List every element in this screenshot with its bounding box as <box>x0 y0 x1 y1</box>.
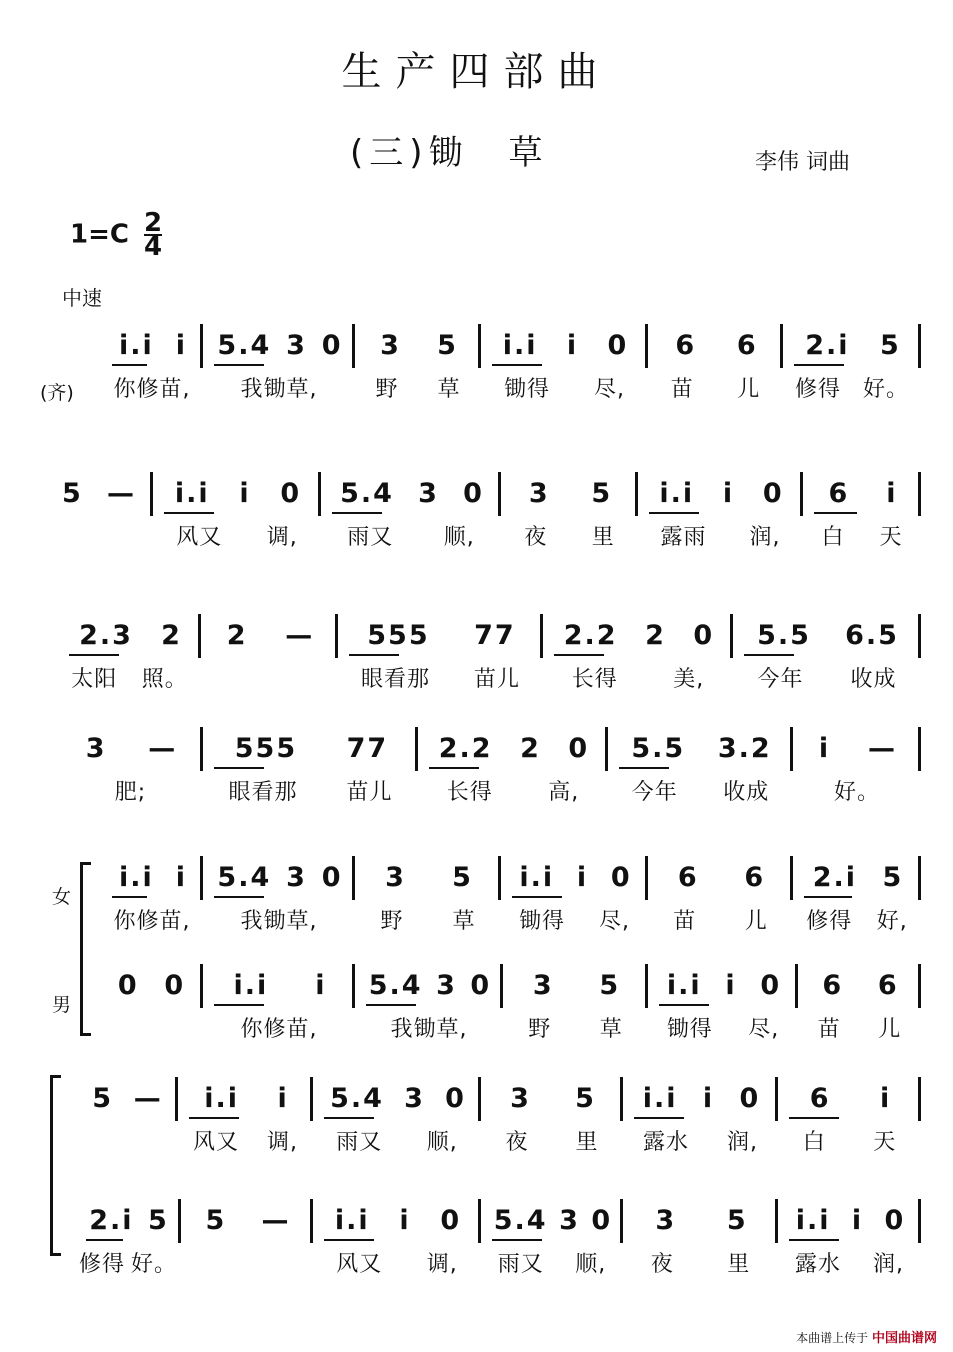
measure-notes: 2.2 2 0 <box>438 733 590 764</box>
measure-notes: 3 5 <box>380 330 458 361</box>
beam-underline <box>492 1239 542 1241</box>
beam-underline <box>649 512 699 514</box>
bar-line <box>918 964 921 1008</box>
bar-line <box>310 1199 313 1243</box>
measure-notes: 5 — <box>62 478 136 509</box>
beam-underline <box>814 512 857 514</box>
bar-line <box>918 727 921 771</box>
measure-lyrics: 今年 收成 <box>631 780 770 805</box>
measure-lyrics: 长得 高, <box>446 780 580 805</box>
bar-line <box>918 472 921 516</box>
beam-underline <box>492 364 542 366</box>
bar-line <box>178 1199 181 1243</box>
bar-line <box>352 856 355 900</box>
measure-notes: 555 77 <box>234 733 389 764</box>
measure-notes: 3 — <box>85 733 178 764</box>
beam-underline <box>189 1117 239 1119</box>
measure-notes: 5.4 3 0 <box>217 330 343 361</box>
measure-lyrics: 夜 里 <box>524 525 615 550</box>
measure-notes: i.i i 0 <box>795 1205 906 1236</box>
measure-notes: 2.2 2 0 <box>563 620 715 651</box>
beam-underline <box>349 654 399 656</box>
bar-line <box>645 856 648 900</box>
beam-underline <box>789 1239 839 1241</box>
measure-notes: i.i i 0 <box>659 478 784 509</box>
measure-lyrics: 白 天 <box>802 1130 897 1155</box>
bar-line <box>498 472 501 516</box>
measure-notes: i.i i <box>118 862 187 893</box>
page-title: 生产四部曲 <box>341 49 612 95</box>
beam-underline <box>366 1004 416 1006</box>
measure-notes: i.i i <box>233 970 327 1001</box>
beam-underline <box>512 896 562 898</box>
measure-lyrics: 太阳 照。 <box>71 667 188 692</box>
measure-notes: 5 — <box>92 1083 163 1114</box>
beam-underline <box>164 512 214 514</box>
measure-lyrics: 修得 好。 <box>794 377 909 402</box>
measure-notes: 5.4 3 0 <box>368 970 492 1001</box>
measure-lyrics: 雨又 顺, <box>497 1252 607 1277</box>
bar-line <box>318 472 321 516</box>
bar-line <box>478 1077 481 1121</box>
measure-lyrics: 长得 美, <box>571 667 705 692</box>
bar-line <box>310 1077 313 1121</box>
measure-lyrics: 白 天 <box>821 525 903 550</box>
measure-lyrics: 锄得 尽, <box>518 909 630 934</box>
measure-notes: 2 — <box>226 620 315 651</box>
measure-lyrics: 我锄草, <box>390 1017 468 1042</box>
beam-underline <box>634 1117 684 1119</box>
measure-notes: i — <box>818 733 898 764</box>
footer <box>796 1327 937 1346</box>
bar-line <box>620 1199 623 1243</box>
measure-notes: 3 5 <box>532 970 621 1001</box>
measure-lyrics: 雨又 顺, <box>336 1130 458 1155</box>
beam-underline <box>214 1004 264 1006</box>
measure-notes: 5 — <box>205 1205 291 1236</box>
beam-underline <box>789 1117 839 1119</box>
measure-notes: 5.4 3 0 <box>493 1205 613 1236</box>
measure-lyrics: 风又 调, <box>192 1130 298 1155</box>
beam-underline <box>619 767 669 769</box>
measure-notes: 3 5 <box>510 1083 596 1114</box>
time-denominator: 4 <box>144 232 163 262</box>
measure-lyrics: 锄得 尽, <box>503 377 625 402</box>
bar-line <box>918 324 921 368</box>
beam-underline <box>332 512 382 514</box>
measure-lyrics: 露水 润, <box>642 1130 758 1155</box>
bar-line <box>352 964 355 1008</box>
measure-lyrics: 好。 <box>833 780 880 805</box>
bar-line <box>352 324 355 368</box>
voice-label: 男 <box>52 994 72 1016</box>
measure-notes: 3 5 <box>385 862 473 893</box>
measure-lyrics: 今年 收成 <box>757 667 897 692</box>
measure-notes: 6 i <box>828 478 898 509</box>
bar-line <box>200 964 203 1008</box>
bar-line <box>790 856 793 900</box>
measure-notes: i.i i 0 <box>519 862 632 893</box>
bar-line <box>918 1077 921 1121</box>
measure-lyrics: 你修苗, <box>113 377 191 402</box>
beam-underline <box>554 654 604 656</box>
beam-underline <box>214 896 264 898</box>
bar-line <box>150 472 153 516</box>
bar-line <box>645 964 648 1008</box>
bar-line <box>498 856 501 900</box>
author-credit: 李伟 词曲 <box>755 150 850 175</box>
measure-notes: 6 6 <box>675 330 758 361</box>
measure-lyrics: 夜 里 <box>650 1252 751 1277</box>
system-brace <box>80 862 91 1036</box>
measure-lyrics: 修得 好, <box>806 909 908 934</box>
beam-underline <box>744 654 794 656</box>
measure-lyrics: 风又 调, <box>336 1252 458 1277</box>
beam-underline <box>659 1004 709 1006</box>
tempo-marking: 中速 <box>62 286 102 310</box>
measure-lyrics: 苗 儿 <box>670 377 761 402</box>
measure-lyrics: 修得 好。 <box>78 1252 177 1277</box>
measure-notes: i.i i 0 <box>174 478 302 509</box>
measure-notes: 2.i 5 <box>812 862 904 893</box>
bar-line <box>918 1199 921 1243</box>
bar-line <box>620 1077 623 1121</box>
beam-underline <box>214 767 264 769</box>
measure-notes: 5.5 6.5 <box>757 620 899 651</box>
measure-notes: 3 5 <box>655 1205 748 1236</box>
bar-line <box>790 727 793 771</box>
beam-underline <box>429 767 479 769</box>
measure-lyrics: 雨又 顺, <box>347 525 475 550</box>
bar-line <box>415 727 418 771</box>
measure-lyrics: 野 草 <box>528 1017 623 1042</box>
measure-lyrics: 我锄草, <box>240 909 318 934</box>
beam-underline <box>86 1239 123 1241</box>
key-signature <box>70 208 163 262</box>
footer-site: 中国曲谱网 <box>871 1331 937 1346</box>
measure-notes: i.i i <box>118 330 187 361</box>
bar-line <box>775 1199 778 1243</box>
key-signature-text: 1=C <box>70 219 129 250</box>
bar-line <box>540 614 543 658</box>
measure-notes: 6 6 <box>677 862 766 893</box>
measure-notes: 5.5 3.2 <box>631 733 772 764</box>
measure-lyrics: 野 草 <box>380 909 476 934</box>
measure-notes: i.i i <box>204 1083 289 1114</box>
beam-underline <box>804 896 852 898</box>
beam-underline <box>112 896 147 898</box>
measure-lyrics: 你修苗, <box>240 1017 318 1042</box>
beam-underline <box>214 364 264 366</box>
measure-notes: 2.3 2 <box>79 620 182 651</box>
time-signature <box>144 208 163 262</box>
footer-text: 本曲谱上传于 <box>796 1331 869 1345</box>
bar-line <box>500 964 503 1008</box>
bar-line <box>335 614 338 658</box>
bar-line <box>795 964 798 1008</box>
bar-line <box>200 727 203 771</box>
bar-line <box>800 472 803 516</box>
measure-lyrics: 你修苗, <box>113 909 191 934</box>
measure-notes: i.i i 0 <box>642 1083 761 1114</box>
measure-notes: 2.i 5 <box>805 330 901 361</box>
bar-line <box>200 856 203 900</box>
measure-lyrics: 野 草 <box>375 377 461 402</box>
measure-lyrics: 我锄草, <box>240 377 318 402</box>
measure-notes: 5.4 3 0 <box>330 1083 466 1114</box>
bar-line <box>478 1199 481 1243</box>
bar-line <box>918 614 921 658</box>
measure-lyrics: 露水 润, <box>794 1252 904 1277</box>
measure-lyrics: 夜 里 <box>505 1130 599 1155</box>
bar-line <box>478 324 481 368</box>
time-numerator: 2 <box>144 208 163 238</box>
measure-notes: 3 5 <box>528 478 613 509</box>
bar-line <box>200 324 203 368</box>
measure-notes: i.i i 0 <box>502 330 629 361</box>
beam-underline <box>794 364 844 366</box>
measure-notes: 0 0 <box>117 970 186 1001</box>
measure-lyrics: 眼看那 苗儿 <box>360 667 520 692</box>
measure-notes: 5.4 3 0 <box>217 862 343 893</box>
bar-line <box>198 614 201 658</box>
measure-lyrics: 苗 儿 <box>673 909 768 934</box>
measure-notes: 555 77 <box>367 620 516 651</box>
measure-lyrics: 露雨 润, <box>660 525 781 550</box>
beam-underline <box>324 1239 374 1241</box>
measure-notes: 5.4 3 0 <box>340 478 484 509</box>
measure-notes: 2.i 5 <box>89 1205 169 1236</box>
beam-underline <box>324 1117 374 1119</box>
beam-underline <box>112 364 147 366</box>
voice-label: 女 <box>52 886 72 908</box>
measure-lyrics: 眼看那 苗儿 <box>228 780 393 805</box>
bar-line <box>175 1077 178 1121</box>
bar-line <box>635 472 638 516</box>
measure-lyrics: 锄得 尽, <box>666 1017 780 1042</box>
measure-notes: 6 6 <box>822 970 899 1001</box>
bar-line <box>605 727 608 771</box>
bar-line <box>775 1077 778 1121</box>
measure-notes: i.i i 0 <box>334 1205 462 1236</box>
bar-line <box>645 324 648 368</box>
measure-notes: i.i i 0 <box>666 970 782 1001</box>
bar-line <box>918 856 921 900</box>
bar-line <box>780 324 783 368</box>
measure-notes: 6 i <box>809 1083 892 1114</box>
measure-lyrics: 苗 儿 <box>817 1017 902 1042</box>
beam-underline <box>69 654 119 656</box>
system-brace <box>50 1075 61 1256</box>
measure-lyrics: 风又 调, <box>176 525 298 550</box>
bar-line <box>730 614 733 658</box>
voice-label: (齐) <box>40 382 74 404</box>
subtitle: (三)锄 草 <box>350 133 549 173</box>
measure-lyrics: 肥; <box>114 780 147 805</box>
